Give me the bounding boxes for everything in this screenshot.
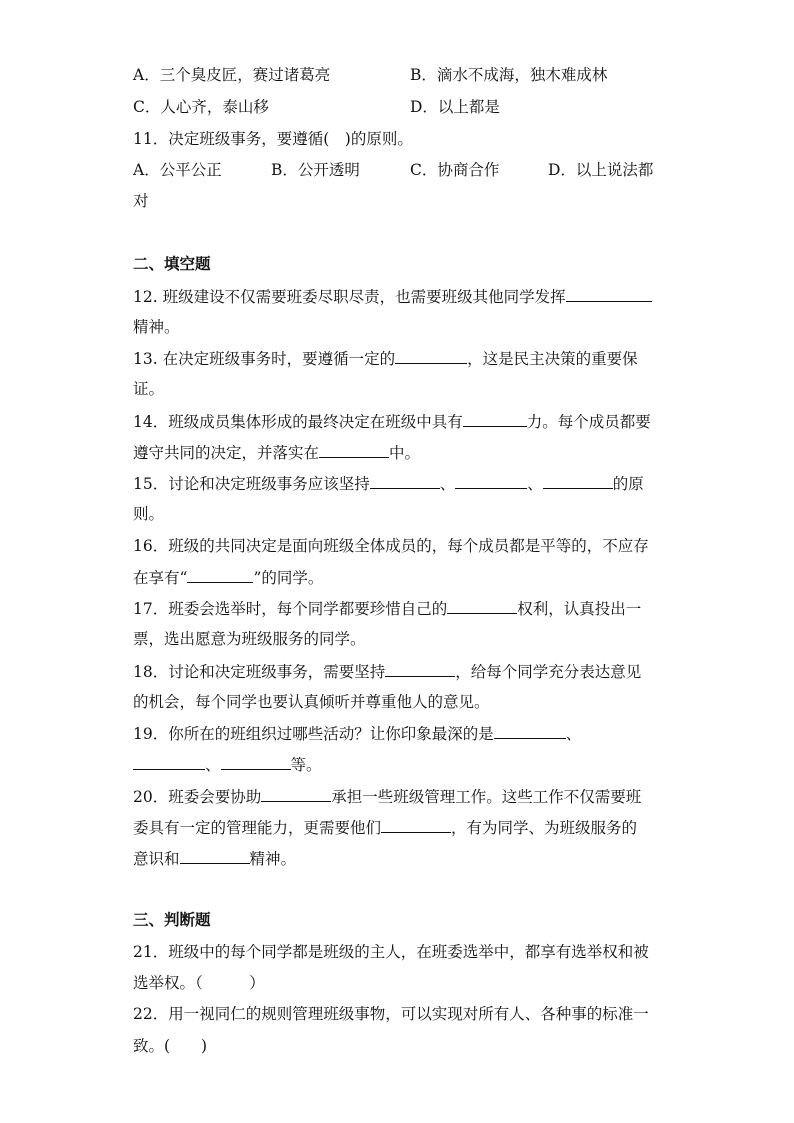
q13-continued: 证。 bbox=[133, 380, 165, 398]
q15-blank-1[interactable] bbox=[370, 473, 440, 489]
q13-text: 13. 在决定班级事务时，要遵循一定的 bbox=[133, 350, 396, 368]
question-18 bbox=[133, 661, 641, 682]
q11-option-d: D．以上说法都 bbox=[548, 161, 654, 179]
q18-text-2: ，给每个同学充分表达意见 bbox=[455, 663, 642, 681]
q19-blank-2[interactable] bbox=[133, 754, 205, 770]
q18-continued: 的机会，每个同学也要认真倾听并尊重他人的意见。 bbox=[133, 693, 490, 711]
q17-text: 17．班委会选举时，每个同学都要珍惜自己的 bbox=[133, 600, 448, 618]
q20-text-5: 意识和 bbox=[133, 850, 180, 868]
q19-text: 19．你所在的班组织过哪些活动？让你印象最深的是 bbox=[133, 725, 494, 743]
q19-sep-2: 、 bbox=[205, 756, 221, 774]
question-12 bbox=[133, 286, 652, 307]
question-13 bbox=[133, 348, 638, 369]
q20-text: 20．班委会要协助 bbox=[133, 788, 262, 806]
q14-blank-1[interactable] bbox=[463, 411, 527, 427]
q20-blank-3[interactable] bbox=[180, 848, 250, 864]
q16-continued bbox=[133, 567, 323, 588]
question-22: 22．用一视同仁的规则管理班级事物，可以实现对所有人、各种事的标准一 bbox=[133, 1005, 649, 1023]
q15-continued: 则。 bbox=[133, 505, 165, 523]
q14-text-4: 中。 bbox=[389, 444, 421, 462]
q11-option-c: C．协商合作 bbox=[410, 161, 500, 179]
q12-blank[interactable] bbox=[566, 286, 652, 302]
q20-continued-1 bbox=[133, 817, 637, 838]
q19-text-end: 等。 bbox=[290, 756, 322, 774]
question-14 bbox=[133, 411, 651, 432]
q17-text-2: 权利，认真投出一 bbox=[517, 600, 642, 618]
q20-text-2: 承担一些班级管理工作。这些工作不仅需要班 bbox=[331, 788, 642, 806]
q20-text-3: 委具有一定的管理能力，更需要他们 bbox=[133, 819, 382, 837]
q15-text: 15．讨论和决定班级事务应该坚持 bbox=[133, 475, 370, 493]
q15-sep-1: 、 bbox=[439, 475, 456, 493]
q15-blank-3[interactable] bbox=[543, 473, 613, 489]
q14-text-2: 力。每个成员都要 bbox=[526, 413, 651, 431]
q18-blank[interactable] bbox=[385, 661, 455, 677]
question-21: 21．班级中的每个同学都是班级的主人，在班委选举中，都享有选举权和被 bbox=[133, 943, 649, 961]
q11-option-a: A．公平公正 bbox=[133, 161, 222, 179]
q11-stem: 11．决定班级事务，要遵循( )的原则。 bbox=[133, 130, 413, 148]
q20-blank-2[interactable] bbox=[381, 817, 451, 833]
q19-continued bbox=[133, 754, 322, 775]
q10-option-c: C．人心齐，泰山移 bbox=[133, 98, 269, 116]
q19-blank-1[interactable] bbox=[494, 723, 566, 739]
q15-blank-2[interactable] bbox=[455, 473, 527, 489]
q13-text-2: ，这是民主决策的重要保 bbox=[467, 350, 638, 368]
q11-option-d-continued: 对 bbox=[133, 192, 149, 210]
q14-continued bbox=[133, 442, 420, 463]
q15-sep-2: 、 bbox=[527, 475, 543, 493]
q11-option-b: B．公开透明 bbox=[271, 161, 360, 179]
q12-text: 12. 班级建设不仅需要班委尽职尽责，也需要班级其他同学发挥 bbox=[133, 288, 566, 306]
question-20 bbox=[133, 786, 641, 807]
question-17 bbox=[133, 598, 641, 619]
q16-text-3: ”的同学。 bbox=[253, 569, 324, 587]
q12-continued: 精神。 bbox=[133, 318, 180, 336]
q14-blank-2[interactable] bbox=[319, 442, 389, 458]
question-16: 16．班级的共同决定是面向班级全体成员的，每个成员都是平等的，不应存 bbox=[133, 537, 649, 555]
q14-text: 14．班级成员集体形成的最终决定在班级中具有 bbox=[133, 413, 463, 431]
q14-text-3: 遵守共同的决定，并落实在 bbox=[133, 444, 320, 462]
q15-text-2: 的原 bbox=[612, 475, 644, 493]
q10-option-b: B．滴水不成海，独木难成林 bbox=[410, 66, 608, 84]
q10-option-d: D．以上都是 bbox=[410, 98, 500, 116]
question-15 bbox=[133, 473, 644, 494]
q20-blank-1[interactable] bbox=[261, 786, 331, 802]
q16-text-2: 在享有“ bbox=[133, 569, 188, 587]
q20-continued-2 bbox=[133, 848, 296, 869]
section-title-true-false: 三、判断题 bbox=[133, 911, 211, 929]
q10-option-a: A．三个臭皮匠，赛过诸葛亮 bbox=[133, 66, 331, 84]
q16-blank[interactable] bbox=[187, 567, 253, 583]
q22-continued: 致。( ) bbox=[133, 1037, 208, 1055]
q17-blank[interactable] bbox=[447, 598, 517, 614]
question-19 bbox=[133, 723, 581, 744]
section-title-fill-blank: 二、填空题 bbox=[133, 255, 211, 273]
q17-continued: 票，选出愿意为班级服务的同学。 bbox=[133, 630, 366, 648]
q18-text: 18．讨论和决定班级事务，需要坚持 bbox=[133, 663, 386, 681]
q20-text-6: 精神。 bbox=[249, 850, 297, 868]
q20-text-4: ，有为同学、为班级服务的 bbox=[451, 819, 638, 837]
q13-blank[interactable] bbox=[395, 348, 467, 364]
q19-blank-3[interactable] bbox=[221, 754, 291, 770]
q19-sep-1: 、 bbox=[565, 725, 582, 743]
q21-continued: 选举权。（ ） bbox=[133, 974, 265, 992]
